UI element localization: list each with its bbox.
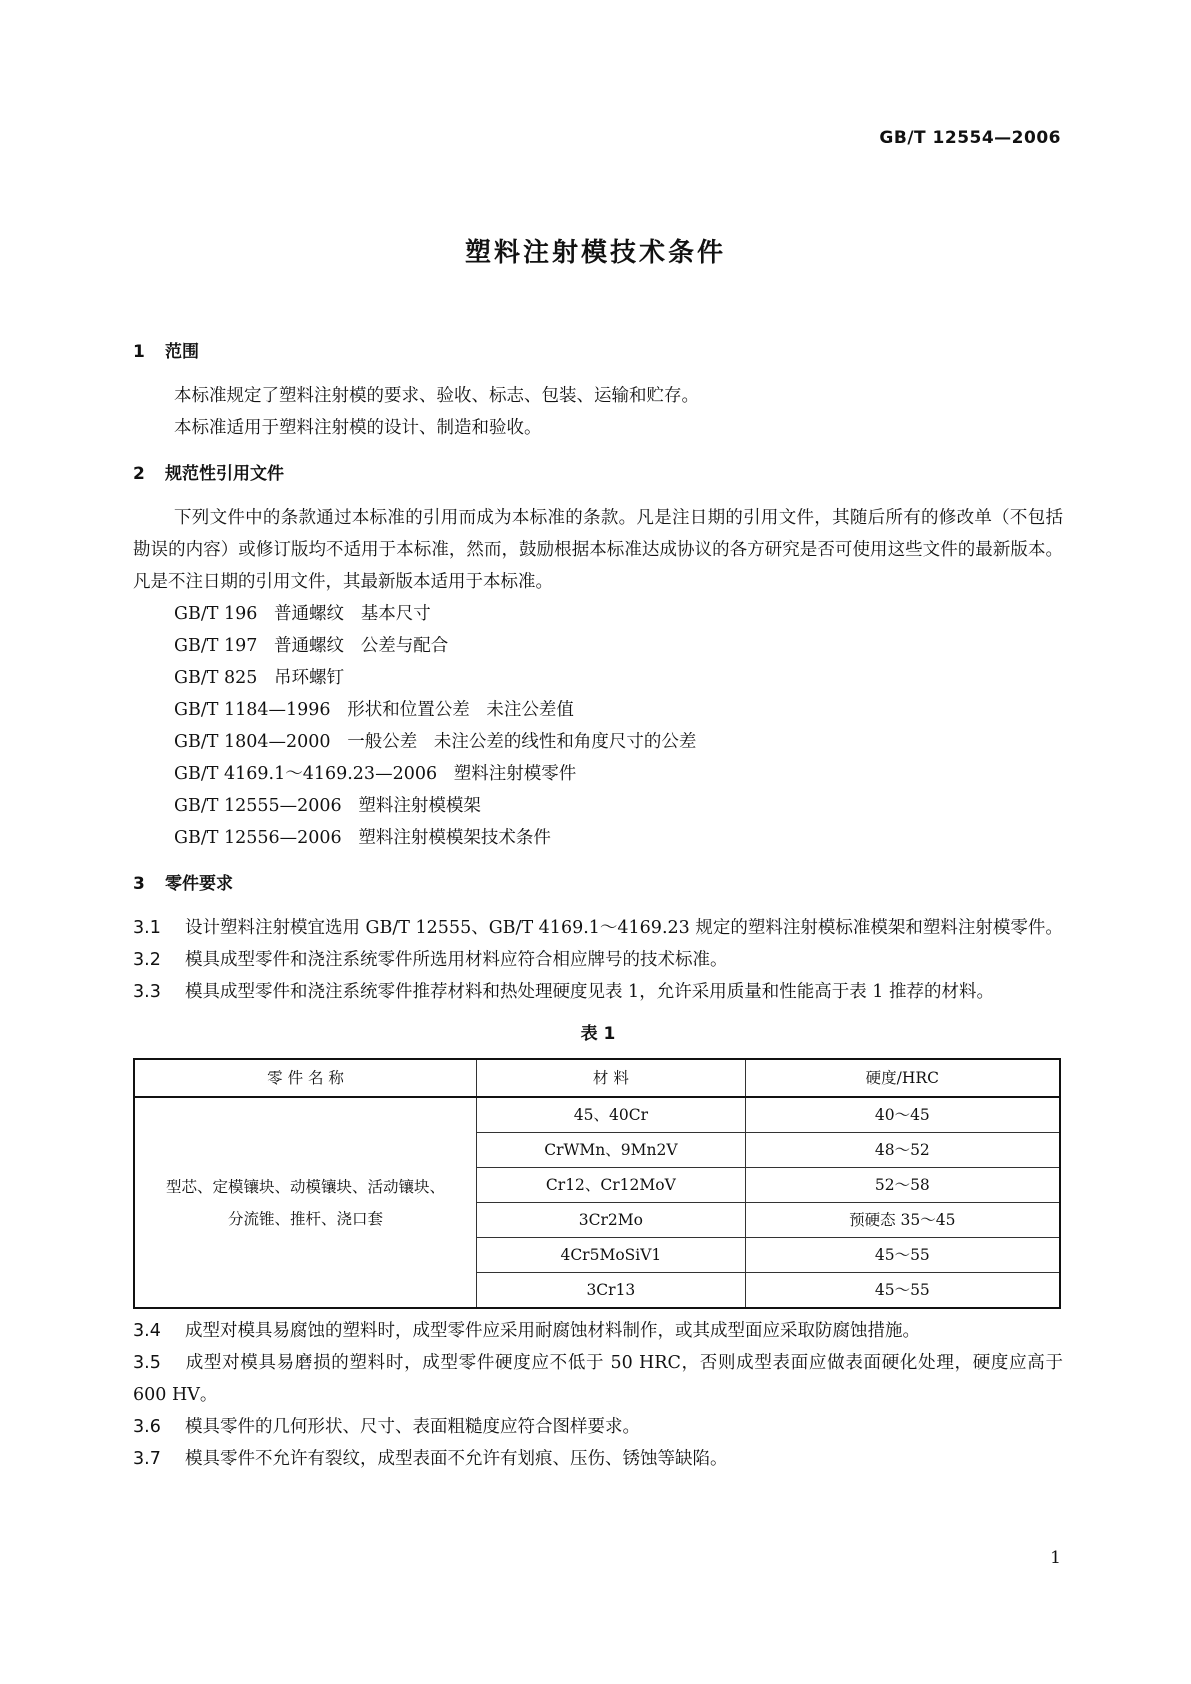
clause-number: 3.1 xyxy=(133,918,161,938)
part-name-cell xyxy=(134,1097,477,1308)
reference-item: GB/T 1184—1996 形状和位置公差 未注公差值 xyxy=(174,700,574,720)
section-number: 1 xyxy=(133,342,145,362)
material-cell: 45、40Cr xyxy=(477,1097,746,1133)
clause-number: 3.7 xyxy=(133,1449,161,1469)
clause xyxy=(133,912,1063,944)
section-number: 2 xyxy=(133,464,145,484)
hardness-cell: 预硬态 35～45 xyxy=(745,1203,1060,1238)
clause xyxy=(133,1443,1063,1475)
paragraph: 下列文件中的条款通过本标准的引用而成为本标准的条款。凡是注日期的引用文件，其随后所有的修改单（不包括勘误的内容）或修订版均不适用于本标准，然而，鼓励根据本标准达成协议的各方研究是否可使用这些文件的最新版本。凡是不注日期的引用文件，其最新版本适用于本标准。 xyxy=(133,508,1063,592)
clause-text: 模具零件不允许有裂纹，成型表面不允许有划痕、压伤、锈蚀等缺陷。 xyxy=(185,1449,728,1469)
section-title: 规范性引用文件 xyxy=(165,464,284,484)
clause-text: 成型对模具易腐蚀的塑料时，成型零件应采用耐腐蚀材料制作，或其成型面应采取防腐蚀措施。 xyxy=(185,1321,920,1341)
reference-item: GB/T 825 吊环螺钉 xyxy=(174,668,345,688)
table-header-row xyxy=(134,1059,1060,1097)
reference-item: GB/T 12555—2006 塑料注射模模架 xyxy=(174,796,481,816)
table-caption: 表 1 xyxy=(580,1024,616,1044)
column-header: 材 料 xyxy=(477,1059,746,1097)
material-cell: Cr12、Cr12MoV xyxy=(477,1168,746,1203)
clause-text: 模具成型零件和浇注系统零件推荐材料和热处理硬度见表 1，允许采用质量和性能高于表 1 推荐的材料。 xyxy=(185,982,994,1002)
column-header: 硬度/HRC xyxy=(745,1059,1060,1097)
document-body xyxy=(133,336,1063,1475)
hardness-cell: 52～58 xyxy=(745,1168,1060,1203)
clause xyxy=(133,1315,1063,1347)
clause-number: 3.5 xyxy=(133,1353,161,1373)
reference-item: GB/T 4169.1～4169.23—2006 塑料注射模零件 xyxy=(174,764,577,784)
standard-code: GB/T 12554—2006 xyxy=(879,128,1061,148)
hardness-cell: 45～55 xyxy=(745,1238,1060,1273)
material-cell: 3Cr2Mo xyxy=(477,1203,746,1238)
clause-text: 模具成型零件和浇注系统零件所选用材料应符合相应牌号的技术标准。 xyxy=(185,950,728,970)
part-name-line: 分流锥、推杆、浇口套 xyxy=(228,1209,384,1228)
clause-text: 设计塑料注射模宜选用 GB/T 12555、GB/T 4169.1～4169.23 规定的塑料注射模标准模架和塑料注射模零件。 xyxy=(185,918,1063,938)
table-row xyxy=(134,1097,1060,1133)
document-title: 塑料注射模技术条件 xyxy=(464,238,726,268)
hardness-cell: 45～55 xyxy=(745,1273,1060,1309)
clause xyxy=(133,1411,1063,1443)
clause-number: 3.4 xyxy=(133,1321,161,1341)
hardness-cell: 40～45 xyxy=(745,1097,1060,1133)
reference-item: GB/T 197 普通螺纹 公差与配合 xyxy=(174,636,449,656)
materials-table xyxy=(133,1058,1061,1309)
clause-text: 模具零件的几何形状、尺寸、表面粗糙度应符合图样要求。 xyxy=(185,1417,640,1437)
material-cell: CrWMn、9Mn2V xyxy=(477,1133,746,1168)
clause xyxy=(133,944,1063,976)
section-title: 范围 xyxy=(165,342,199,362)
section-number: 3 xyxy=(133,874,145,894)
clause-number: 3.3 xyxy=(133,982,161,1002)
clause-text: 成型对模具易磨损的塑料时，成型零件硬度应不低于 50 HRC，否则成型表面应做表面硬化处理，硬度应高于 600 HV。 xyxy=(133,1353,1063,1405)
section-1-heading xyxy=(133,336,1063,368)
reference-list xyxy=(133,598,1063,854)
paragraph: 本标准适用于塑料注射模的设计、制造和验收。 xyxy=(174,418,542,438)
reference-item: GB/T 12556—2006 塑料注射模模架技术条件 xyxy=(174,828,551,848)
section-2-heading xyxy=(133,458,1063,490)
material-cell: 4Cr5MoSiV1 xyxy=(477,1238,746,1273)
section-2-body xyxy=(133,502,1063,854)
paragraph: 本标准规定了塑料注射模的要求、验收、标志、包装、运输和贮存。 xyxy=(174,386,699,406)
page-number: 1 xyxy=(1050,1548,1061,1568)
clause xyxy=(133,976,1063,1008)
section-3-heading xyxy=(133,868,1063,900)
clause-number: 3.2 xyxy=(133,950,161,970)
clause-number: 3.6 xyxy=(133,1417,161,1437)
reference-item: GB/T 196 普通螺纹 基本尺寸 xyxy=(174,604,431,624)
section-3-body xyxy=(133,912,1063,1475)
column-header: 零 件 名 称 xyxy=(134,1059,477,1097)
section-title: 零件要求 xyxy=(165,874,233,894)
hardness-cell: 48～52 xyxy=(745,1133,1060,1168)
clause xyxy=(133,1347,1063,1411)
section-1-body xyxy=(133,380,1063,444)
material-cell: 3Cr13 xyxy=(477,1273,746,1309)
reference-item: GB/T 1804—2000 一般公差 未注公差的线性和角度尺寸的公差 xyxy=(174,732,697,752)
part-name-line: 型芯、定模镶块、动模镶块、活动镶块、 xyxy=(166,1177,446,1196)
